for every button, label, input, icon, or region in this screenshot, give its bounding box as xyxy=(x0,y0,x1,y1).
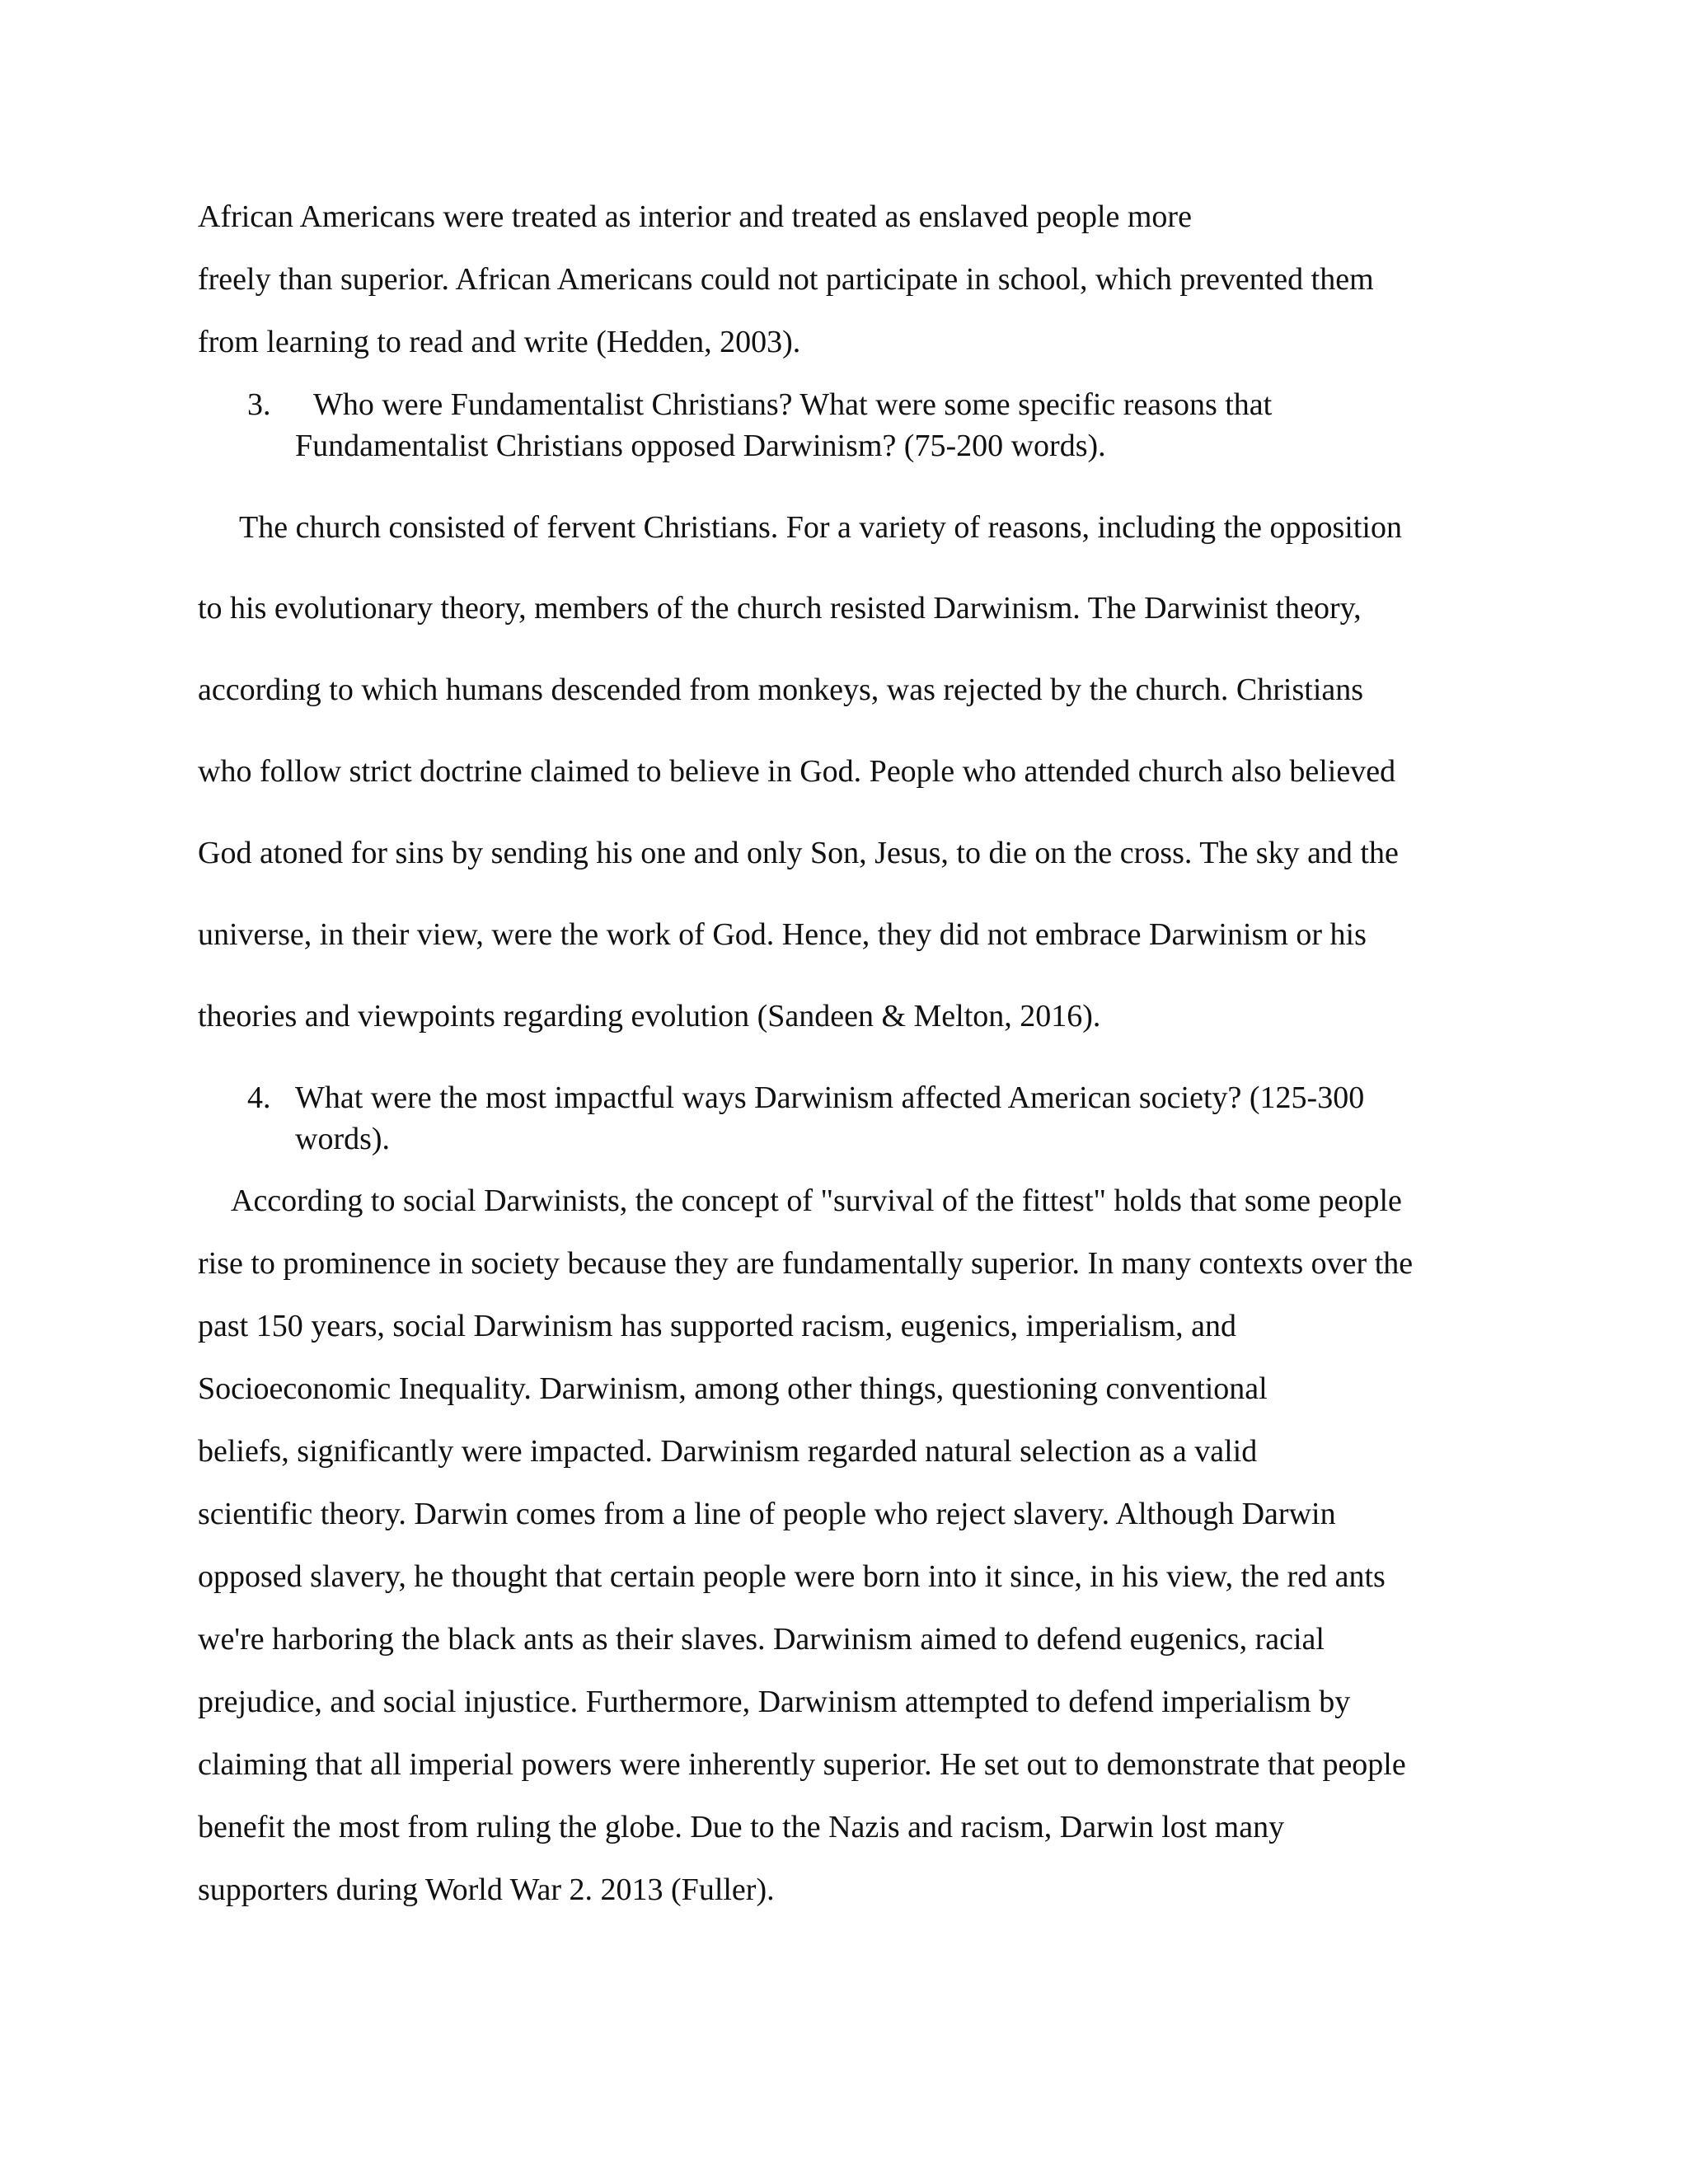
text-line: claiming that all imperial powers were inherently superior. He set out to demonstrate that people xyxy=(198,1747,1406,1782)
text-line: from learning to read and write (Hedden, 2003). xyxy=(198,325,801,359)
text-line: we're harboring the black ants as their slaves. Darwinism aimed to defend eugenics, racial xyxy=(198,1622,1325,1657)
text-line: rise to prominence in society because they are fundamentally superior. In many contexts over the xyxy=(198,1246,1414,1281)
question-number: 4. xyxy=(247,1080,271,1115)
text-line: God atoned for sins by sending his one and only Son, Jesus, to die on the cross. The sky and the xyxy=(198,836,1399,870)
text-line: to his evolutionary theory, members of the church resisted Darwinism. The Darwinist theory, xyxy=(198,591,1362,626)
text-line: beliefs, significantly were impacted. Darwinism regarded natural selection as a valid xyxy=(198,1434,1258,1469)
text-line: Socioeconomic Inequality. Darwinism, among other things, questioning conventional xyxy=(198,1371,1268,1406)
text-line: who follow strict doctrine claimed to believe in God. People who attended church also believed xyxy=(198,754,1396,789)
text-line: The church consisted of fervent Christians. For a variety of reasons, including the opposition xyxy=(239,510,1402,545)
question-line: Fundamentalist Christians opposed Darwinism? (75-200 words). xyxy=(295,429,1106,463)
text-line: supporters during World War 2. 2013 (Fuller). xyxy=(198,1872,775,1907)
question-line: words). xyxy=(295,1122,391,1156)
text-line: benefit the most from ruling the globe. Due to the Nazis and racism, Darwin lost many xyxy=(198,1810,1285,1844)
text-line: universe, in their view, were the work of God. Hence, they did not embrace Darwinism or his xyxy=(198,917,1367,952)
text-line: African Americans were treated as interior and treated as enslaved people more xyxy=(198,199,1192,234)
question-line: Who were Fundamentalist Christians? What were some specific reasons that xyxy=(313,387,1273,422)
text-line: opposed slavery, he thought that certain people were born into it since, in his view, the red ants xyxy=(198,1559,1386,1594)
text-line: freely than superior. African Americans could not participate in school, which prevented them xyxy=(198,262,1374,297)
text-line: According to social Darwinists, the concept of "survival of the fittest" holds that some people xyxy=(231,1183,1402,1218)
text-line: theories and viewpoints regarding evolution (Sandeen & Melton, 2016). xyxy=(198,999,1101,1033)
text-line: according to which humans descended from monkeys, was rejected by the church. Christians xyxy=(198,673,1364,707)
text-line: past 150 years, social Darwinism has supported racism, eugenics, imperialism, and xyxy=(198,1309,1237,1343)
text-line: prejudice, and social injustice. Furthermore, Darwinism attempted to defend imperialism by xyxy=(198,1685,1351,1719)
question-line: What were the most impactful ways Darwinism affected American society? (125-300 xyxy=(295,1080,1365,1115)
text-line: scientific theory. Darwin comes from a line of people who reject slavery. Although Darwin xyxy=(198,1497,1336,1531)
question-number: 3. xyxy=(247,387,271,422)
